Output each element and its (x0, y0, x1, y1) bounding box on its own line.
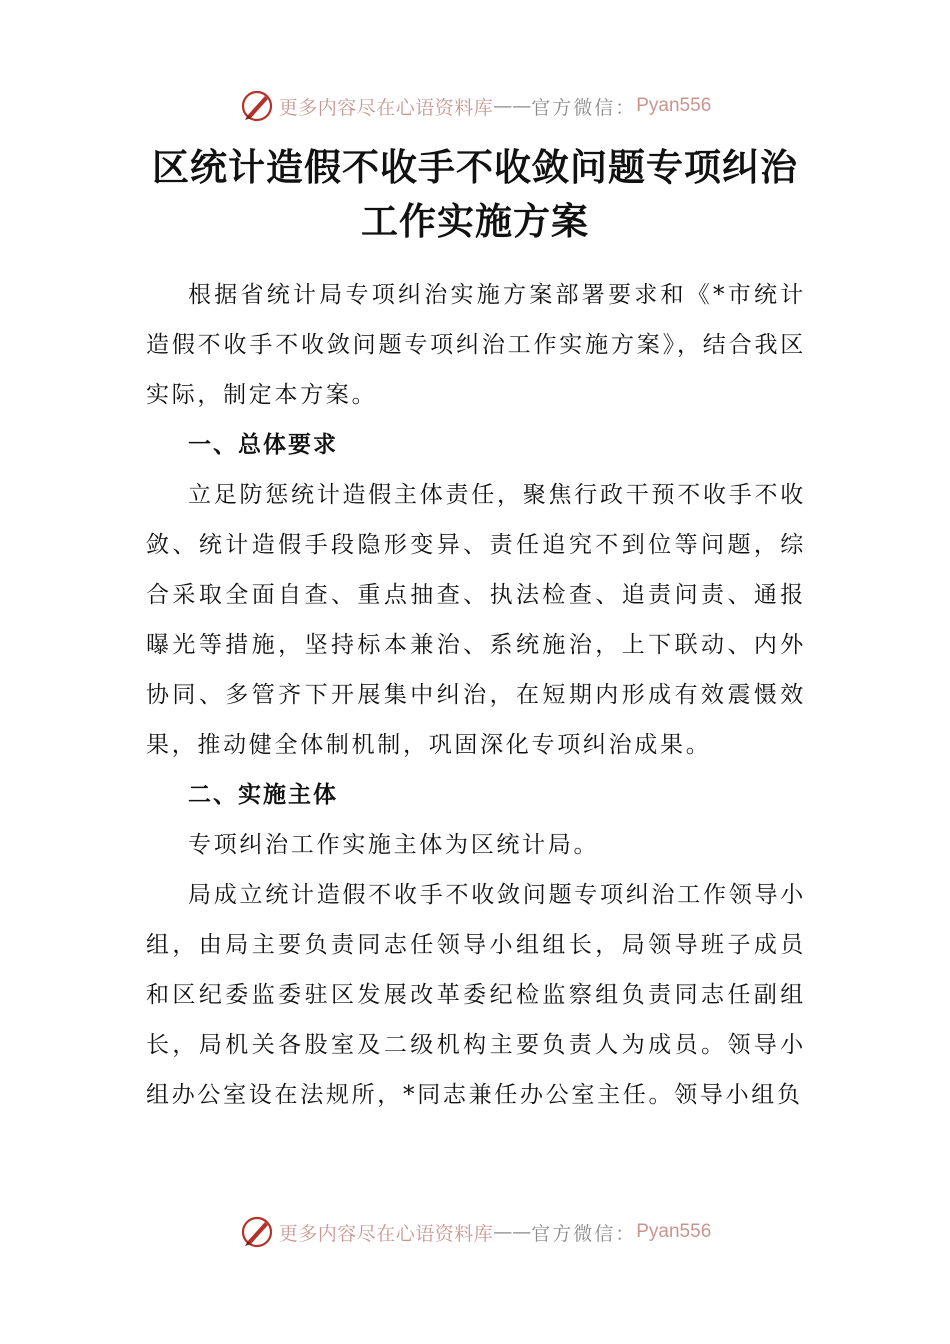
watermark-brand-text: 更多内容尽在心语资料库 (278, 96, 494, 119)
pen-circle-logo-icon (239, 1214, 275, 1250)
document-title: 区统计造假不收手不收敛问题专项纠治工作实施方案 (152, 145, 798, 243)
section-heading-general-requirements: 一、总体要求 (188, 432, 338, 458)
watermark-brand-text: 更多内容尽在心语资料库 (278, 1222, 494, 1245)
general-requirements-paragraph: 立足防惩统计造假主体责任，聚焦行政干预不收手不收敛、统计造假手段隐形变异、责任追究不到位等问题，综合采取全面自查、重点抽查、执法检查、追责问责、通报曝光等措施，坚持标本兼治、系统施治，上下联动、内外协同、多管齐下开展集中纠治，在短期内形成有效震慑效果，推动健全体制机制，巩固深化专项纠治成果。 (146, 482, 806, 758)
pen-circle-logo-icon (239, 88, 275, 124)
section-heading-implementing-body: 二、实施主体 (188, 782, 338, 808)
watermark-wechat-label: 官方微信： (531, 96, 637, 119)
watermark-separator: —— (493, 95, 532, 117)
watermark-wechat-label: 官方微信： (531, 1222, 637, 1245)
watermark-wechat-handle: Pyan556 (636, 1221, 712, 1242)
leading-group-paragraph: 局成立统计造假不收手不收敛问题专项纠治工作领导小组，由局主要负责同志任领导小组组长，局领导班子成员和区纪委监委驻区发展改革委纪检监察组负责同志任副组长，局机关各股室及二级机构主要负责人为成员。领导小组办公室设在法规所，*同志兼任办公室主任。领导小组负 (146, 882, 806, 1108)
watermark-separator: —— (493, 1221, 532, 1243)
watermark-wechat-handle: Pyan556 (636, 95, 712, 116)
implementing-body-paragraph: 专项纠治工作实施主体为区统计局。 (188, 832, 600, 858)
intro-paragraph: 根据省统计局专项纠治实施方案部署要求和《*市统计造假不收手不收敛问题专项纠治工作实施方案》，结合我区实际，制定本方案。 (146, 282, 806, 408)
footer-watermark (0, 1210, 950, 1254)
header-watermark (0, 84, 950, 128)
document-body (146, 270, 806, 1120)
